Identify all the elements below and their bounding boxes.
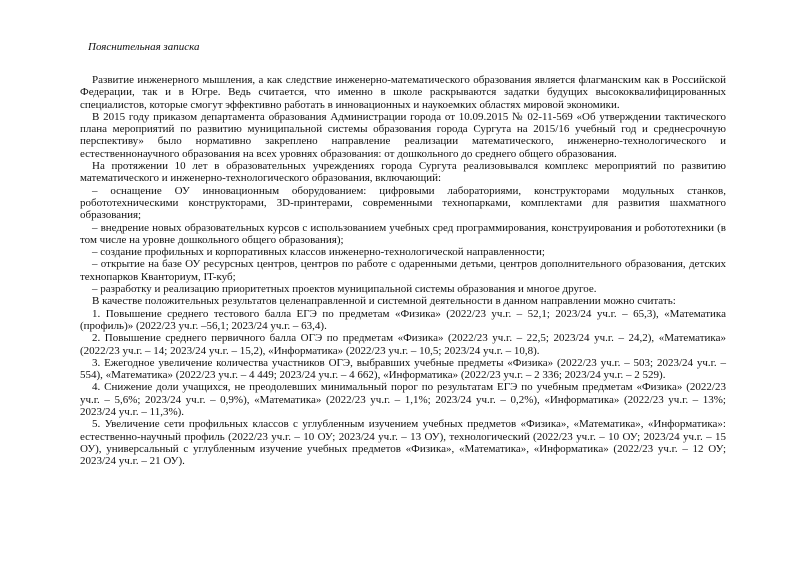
result-item-3: 3. Ежегодное увеличение количества участников ОГЭ, выбравших учебные предметы «Физика» (2022/23 уч.г. – 503; 2023/24 уч.г. – 554), «Математика» (2022/23 уч.г. – 4 449; 2023/24 уч.г. – 4 662), «Информатика» (2022/23 уч.г. – 2 336; 2023/24 уч.г. – 2 529). xyxy=(80,356,726,382)
document-body xyxy=(80,74,726,468)
paragraph-10-years: На протяжении 10 лет в образовательных учреждениях города Сургута реализовывался комплекс мероприятий по развитию математического и инженерно-технологического образования, включающий: xyxy=(80,160,726,185)
result-item-1: 1. Повышение среднего тестового балла ЕГЭ по предметам «Физика» (2022/23 уч.г. – 52,1; 2023/24 уч.г. – 65,3), «Математика (профиль)» (2022/23 уч.г. –56,1; 2023/24 уч.г. – 63,4). xyxy=(80,307,726,332)
result-item-4: 4. Снижение доли учащихся, не преодолевших минимальный порог по результатам ЕГЭ по учебным предметам «Физика» (2022/23 уч.г. – 5,6%; 2023/24 уч.г. – 0,9%), «Математика» (2022/23 уч.г. – 1,1%; 2023/24 уч.г. – 0,2%), «Информатика» (2022/23 уч.г. – 13%; 2023/24 уч.г. – 11,3%). xyxy=(80,381,726,419)
document-title: Пояснительная записка xyxy=(88,41,200,53)
list-item-equipment: – оснащение ОУ инновационным оборудованием: цифровыми лабораториями, конструкторами модульных станков, робототехническими конструкторами, 3D-принтерами, современными технопарками, комплектами для развития шахматного образования; xyxy=(80,184,726,222)
paragraph-results-intro: В качестве положительных результатов целенаправленной и системной деятельности в данном направлении можно считать: xyxy=(92,295,676,308)
result-item-2: 2. Повышение среднего первичного балла ОГЭ по предметам «Физика» (2022/23 уч.г. – 22,5; 2023/24 уч.г. – 24,2), «Математика» (2022/23 уч.г. – 14; 2023/24 уч.г. – 15,2), «Информатика» (2022/23 уч.г. – 10,5; 2023/24 уч.г. – 10,8). xyxy=(80,332,726,357)
paragraph-order-2015: В 2015 году приказом департамента образования Администрации города от 10.09.2015 № 02-11-569 «Об утверждении тактического плана мероприятий по развитию муниципальной системы образования города Сургута на 2015/16 учебный год и среднесрочную перспективу» было нормативно закреплено направление реализации математического, инженерно-технологического и естественнонаучного образования на всех уровнях образования: от дошкольного до среднего общего образования. xyxy=(80,110,726,160)
paragraph-intro: Развитие инженерного мышления, а как следствие инженерно-математического образования является флагманским как в Российской Федерации, так и в Югре. Ведь считается, что именно в школе раскрываются задатки будущих высококвалифицированных специалистов, которые смогут эффективно работать в инновационных и наукоемких областях мировой экономики. xyxy=(80,74,726,111)
result-item-5: 5. Увеличение сети профильных классов с углубленным изучением учебных предметов «Физика», «Математика», «Информатика»: естественно-научный профиль (2022/23 уч.г. – 10 ОУ; 2023/24 уч.г. – 13 ОУ), технологический (2022/23 уч.г. – 10 ОУ; 2023/24 уч.г. – 15 ОУ), универсальный с углубленным изучение учебных предметов «Физика», «Математика», «Информатика» (2022/23 уч.г. – 12 ОУ; 2023/24 уч.г. – 21 ОУ). xyxy=(80,418,726,468)
list-item-courses: – внедрение новых образовательных курсов с использованием учебных сред программирования, конструирования и робототехники (в том числе на уровне дошкольного общего образования); xyxy=(80,221,726,246)
list-item-projects: – разработку и реализацию приоритетных проектов муниципальной системы образования и многое другое. xyxy=(92,283,597,296)
list-item-classes: – создание профильных и корпоративных классов инженерно-технологической направленности; xyxy=(92,246,545,259)
list-item-centers: – открытие на базе ОУ ресурсных центров, центров по работе с одаренными детьми, центров дополнительного образования, детских технопарков Кванториум, IT-куб; xyxy=(80,258,726,283)
